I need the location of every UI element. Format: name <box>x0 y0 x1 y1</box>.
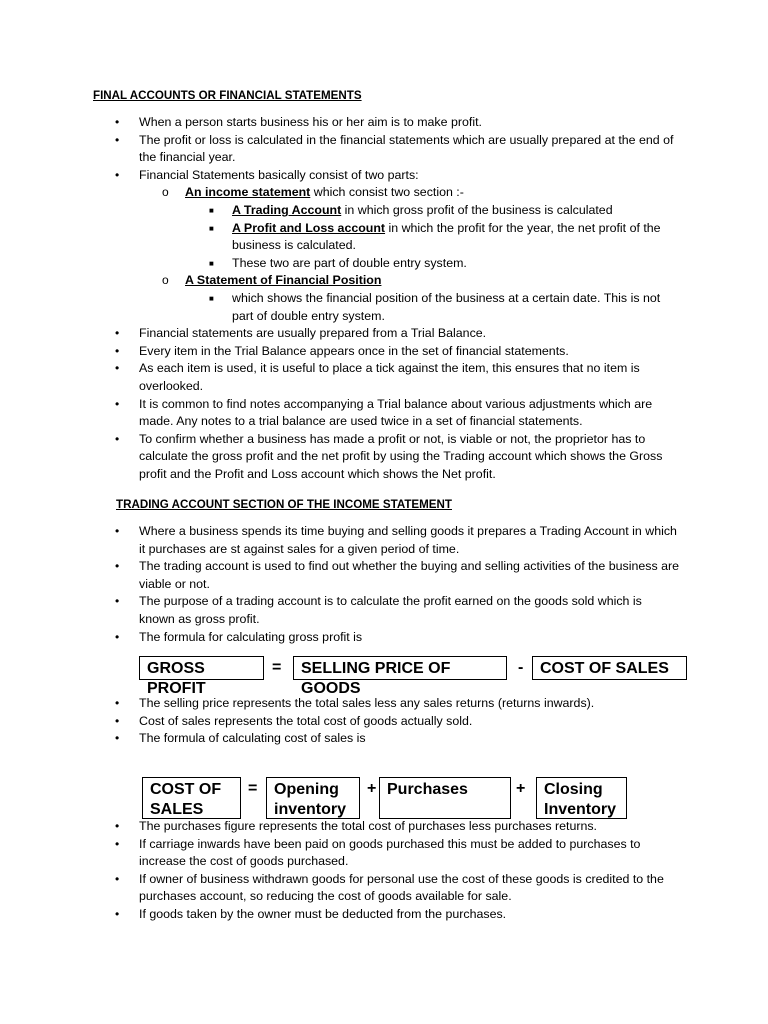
formula-plus-sign: + <box>367 780 377 797</box>
list-item: • Financial Statements basically consist of two parts: <box>93 167 679 185</box>
bullet-icon: • <box>115 731 120 746</box>
sub-sub-item-profit-loss-account: ■ A Profit and Loss account in which the profit for the year, the net profit of the business is calculated. <box>209 220 661 253</box>
bullet-icon: • <box>115 326 120 341</box>
bullet-icon: • <box>115 431 120 446</box>
sub-sub-item-trading-account: ■ A Trading Account in which gross profit of the business is calculated <box>93 202 679 220</box>
formula-plus-sign: + <box>516 780 526 797</box>
bullet-icon: • <box>115 343 120 358</box>
list-item: • It is common to find notes accompanying a Trial balance about various adjustments which are made. Any notes to a trial balance are used twice in a set of financial statements. <box>115 396 653 429</box>
bullet-icon: • <box>115 696 120 710</box>
list-item: • To confirm whether a business has made a profit or not, is viable or not, the proprietor has to calculate the gross profit and the net profit by using the Trading account which shows the Gross profit and the Profit and Loss account which shows the Net profit. <box>115 431 663 481</box>
list-item: • When a person starts business his or her aim is to make profit. <box>93 114 679 132</box>
bullet-icon: • <box>115 361 120 376</box>
list-item: • Where a business spends its time buying and selling goods it prepares a Trading Account in which it purchases are st against sales for a given period of time. <box>115 524 677 556</box>
formula-minus-sign: - <box>518 659 524 676</box>
square-bullet-icon: ■ <box>209 293 214 303</box>
list-item: • Financial statements are usually prepared from a Trial Balance. <box>93 325 679 343</box>
trading-account-list <box>93 523 679 646</box>
sub-sub-item-double-entry: ■ These two are part of double entry system. <box>93 255 679 273</box>
list-item: • The formula for calculating gross profit is <box>93 629 679 647</box>
list-item: • The formula of calculating cost of sales is <box>93 730 679 748</box>
bullet-icon: • <box>115 115 120 129</box>
formula-box-gross-profit: GROSS PROFIT <box>139 656 264 680</box>
purchases-notes-list <box>93 818 679 924</box>
square-bullet-icon: ■ <box>209 223 214 233</box>
list-item: • Every item in the Trial Balance appears once in the set of financial statements. <box>93 343 679 361</box>
bullet-icon: • <box>115 132 120 147</box>
bullet-icon: • <box>115 906 120 921</box>
formula-box-closing-inventory: Closing Inventory <box>536 777 627 819</box>
bullet-icon: • <box>115 819 120 833</box>
formula-box-selling-price: SELLING PRICE OF GOODS <box>293 656 507 680</box>
section-heading-final-accounts: FINAL ACCOUNTS OR FINANCIAL STATEMENTS <box>93 89 362 102</box>
list-item: • As each item is used, it is useful to place a tick against the item, this ensures that no item is overlooked. <box>115 361 640 393</box>
section-heading-trading-account: TRADING ACCOUNT SECTION OF THE INCOME STATEMENT <box>116 498 452 511</box>
list-item: • The purpose of a trading account is to calculate the profit earned on the goods sold which is known as gross profit. <box>115 594 642 626</box>
circle-bullet-icon: o <box>162 273 169 288</box>
final-accounts-list <box>93 114 679 483</box>
cost-of-sales-list <box>93 695 679 748</box>
formula-box-cost-of-sales: COST OF SALES <box>532 656 687 680</box>
formula-equals-sign: = <box>272 659 282 676</box>
list-item: • The selling price represents the total sales less any sales returns (returns inwards). <box>93 695 679 713</box>
bullet-icon: • <box>115 871 120 886</box>
list-item: • If goods taken by the owner must be deducted from the purchases. <box>93 906 679 924</box>
sub-item-income-statement: o An income statement which consist two section :- <box>93 184 679 202</box>
list-item: • The profit or loss is calculated in the financial statements which are usually prepared at the end of the financial year. <box>115 132 674 165</box>
formula-box-opening-inventory: Opening inventory <box>266 777 360 819</box>
formula-box-cost-of-sales-label: COST OF SALES <box>142 777 241 819</box>
circle-bullet-icon: o <box>162 185 169 200</box>
list-item: • If owner of business withdrawn goods for personal use the cost of these goods is credited to the purchases account, so reducing the cost of goods available for sale. <box>115 871 664 904</box>
sub-sub-item-financial-position-desc: ■ which shows the financial position of the business at a certain date. This is not part of double entry system. <box>209 290 661 323</box>
list-item: • Cost of sales represents the total cost of goods actually sold. <box>93 713 679 731</box>
list-item: • The trading account is used to find out whether the buying and selling activities of the business are viable or not. <box>115 559 680 591</box>
bullet-icon: • <box>115 836 120 851</box>
list-item: • The purchases figure represents the total cost of purchases less purchases returns. <box>93 818 679 836</box>
bullet-icon: • <box>115 594 120 609</box>
square-bullet-icon: ■ <box>209 258 214 268</box>
bullet-icon: • <box>115 524 120 538</box>
sub-item-financial-position: o A Statement of Financial Position <box>93 272 679 290</box>
bullet-icon: • <box>115 167 120 182</box>
bullet-icon: • <box>115 396 120 411</box>
bullet-icon: • <box>115 713 120 728</box>
formula-equals-sign: = <box>248 780 258 797</box>
formula-box-purchases: Purchases <box>379 777 511 819</box>
bullet-icon: • <box>115 559 120 574</box>
bullet-icon: • <box>115 629 120 644</box>
square-bullet-icon: ■ <box>209 205 214 215</box>
list-item: • If carriage inwards have been paid on goods purchased this must be added to purchases to increase the cost of goods purchased. <box>115 836 641 869</box>
